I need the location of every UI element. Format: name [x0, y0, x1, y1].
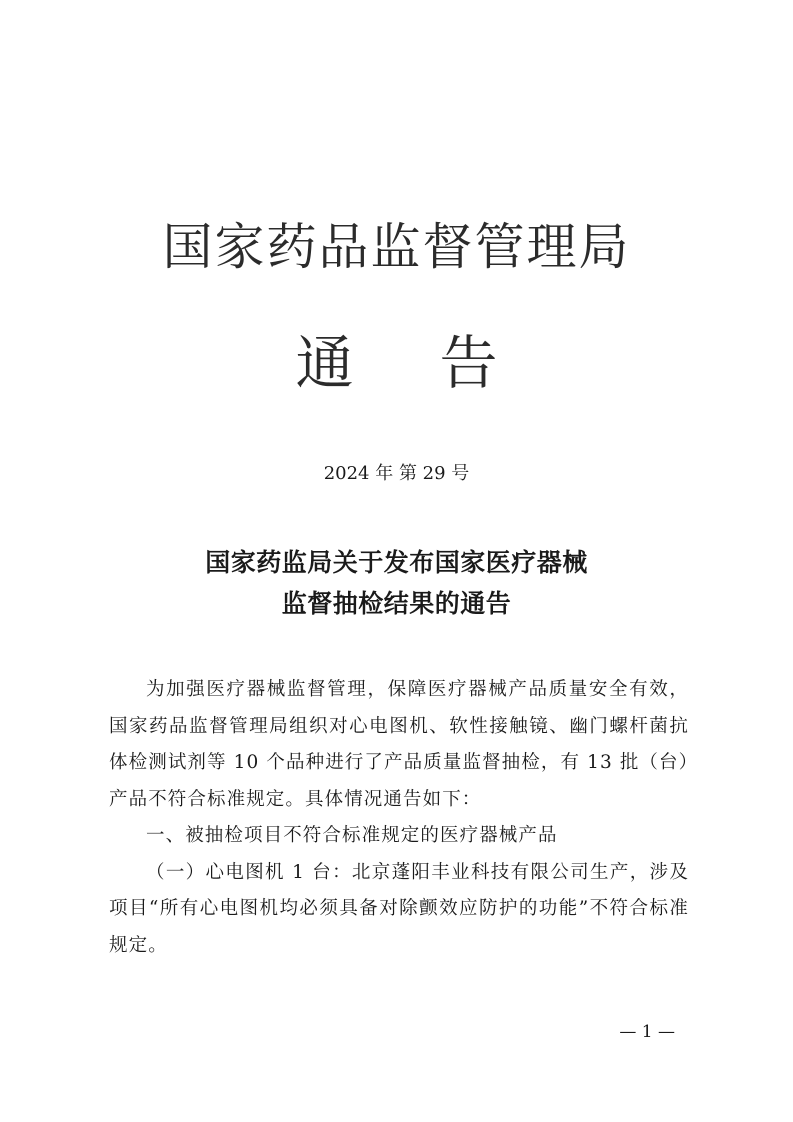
document-body — [109, 672, 689, 964]
item-paragraph-1: （一）心电图机 1 台：北京蓬阳丰业科技有限公司生产，涉及项目“所有心电图机均必须具备对除颤效应防护的功能”不符合标准规定。 — [109, 861, 689, 956]
page-number: — 1 — — [619, 1022, 675, 1042]
document-number: 2024 年 第 29 号 — [323, 463, 470, 484]
notice-heading: 通告 — [295, 329, 584, 397]
section-heading-1: 一、被抽检项目不符合标准规定的医疗器械产品 — [146, 825, 558, 846]
agency-name: 国家药品监督管理局 — [162, 218, 631, 276]
title-line-1: 国家药监局关于发布国家医疗器械 — [205, 548, 588, 577]
intro-paragraph: 为加强医疗器械监督管理，保障医疗器械产品质量安全有效，国家药品监督管理局组织对心电图机、软性接触镜、幽门螺杆菌抗体检测试剂等 10 个品种进行了产品质量监督抽检，有 13 批（台）产品不符合标准规定。具体情况通告如下： — [109, 679, 689, 810]
title-line-2: 监督抽检结果的通告 — [281, 589, 512, 618]
document-title — [0, 542, 793, 624]
